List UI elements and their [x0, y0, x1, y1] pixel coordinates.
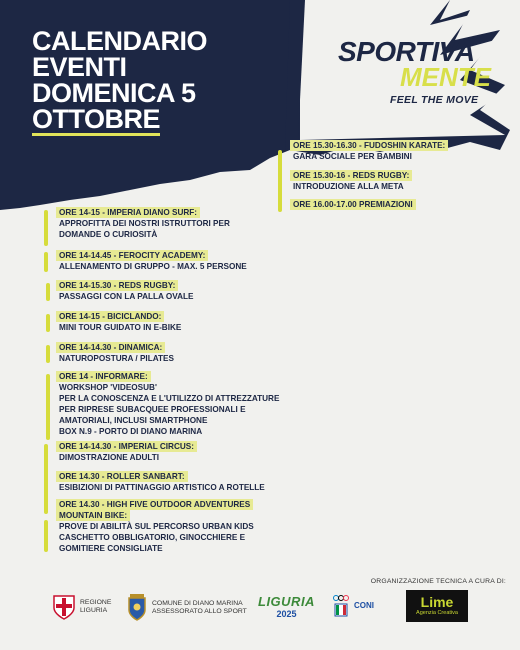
- accent-bar: [46, 345, 50, 363]
- event-time-title: ORE 15.30-16 - REDS RUGBY:: [290, 170, 412, 181]
- accent-bar: [44, 444, 48, 514]
- event-description-line: PROVE DI ABILITÀ SUL PERCORSO URBAN KIDS: [59, 522, 254, 531]
- accent-bar: [46, 283, 50, 301]
- event-description-line: WORKSHOP 'VIDEOSUB': [59, 383, 157, 392]
- event-time-title: ORE 14.30 - HIGH FIVE OUTDOOR ADVENTURES: [56, 499, 253, 510]
- event-block: [56, 499, 254, 554]
- lime-agency-logo: [406, 590, 468, 622]
- coni-rings-icon: [332, 594, 350, 618]
- event-time-title-continued: MOUNTAIN BIKE:: [56, 510, 130, 521]
- event-description-line: ALLENAMENTO DI GRUPPO - MAX. 5 PERSONE: [59, 262, 247, 271]
- comune-diano-marina-logo: [126, 594, 247, 622]
- accent-bar: [44, 520, 48, 552]
- lime-sub-label: Agenzia Creativa: [416, 610, 458, 616]
- regione-liguria-logo: [52, 594, 111, 620]
- accent-bar: [46, 314, 50, 332]
- logo-word-sportiva: SPORTIVA: [338, 36, 475, 67]
- comune-line-2: ASSESSORATO ALLO SPORT: [152, 608, 247, 615]
- organizer-label: ORGANIZZAZIONE TECNICA A CURA DI:: [370, 578, 506, 585]
- event-block: [290, 199, 416, 210]
- title-line-1: CALENDARIO: [32, 26, 207, 56]
- event-block: [290, 170, 412, 192]
- event-block: [56, 471, 265, 493]
- accent-bar: [278, 150, 282, 212]
- event-time-title: ORE 14-14.30 - DINAMICA:: [56, 342, 165, 353]
- event-block: [290, 140, 448, 162]
- event-description-line: INTRODUZIONE ALLA META: [293, 182, 404, 191]
- accent-bar: [44, 252, 48, 272]
- accent-bar: [46, 374, 50, 440]
- regione-line-2: LIGURIA: [80, 607, 108, 614]
- liguria-year: 2025: [276, 609, 297, 619]
- comune-line-1: COMUNE DI DIANO MARINA: [152, 600, 243, 607]
- event-block: [56, 371, 279, 437]
- lime-label: Lime: [420, 594, 454, 610]
- event-time-title: ORE 14-14.30 - IMPERIAL CIRCUS:: [56, 441, 197, 452]
- title-line-4: OTTOBRE: [32, 104, 161, 134]
- comune-crest-icon: [126, 594, 148, 622]
- event-description-line: AMATORIALI, INCLUSI SMARTPHONE: [59, 416, 208, 425]
- event-block: [56, 311, 181, 333]
- coni-logo: [332, 594, 374, 618]
- event-block: [56, 207, 230, 240]
- event-description-line: CASCHETTO OBBLIGATORIO, GINOCCHIERE E: [59, 533, 246, 542]
- event-block: [56, 342, 174, 364]
- event-time-title: ORE 14-14.45 - FEROCITY ACADEMY:: [56, 250, 208, 261]
- event-description-line: GOMITIERE CONSIGLIATE: [59, 544, 163, 553]
- logo-tagline: FEEL THE MOVE: [390, 94, 479, 106]
- title-line-2: EVENTI: [32, 52, 127, 82]
- logo-word-mente: MENTE: [400, 62, 491, 92]
- event-description-line: DIMOSTRAZIONE ADULTI: [59, 453, 160, 462]
- event-block: [56, 280, 194, 302]
- title-line-3: DOMENICA 5: [32, 78, 196, 108]
- event-description-line: GARA SOCIALE PER BAMBINI: [293, 152, 412, 161]
- liguria-label: LIGURIA: [258, 594, 315, 609]
- event-time-title: ORE 14.30 - ROLLER SANBART:: [56, 471, 188, 482]
- event-description-line: DOMANDE O CURIOSITÀ: [59, 230, 158, 239]
- event-description-line: MINI TOUR GUIDATO IN E-BIKE: [59, 323, 182, 332]
- regione-line-1: REGIONE: [80, 599, 112, 606]
- accent-bar: [44, 210, 48, 246]
- event-time-title: ORE 14-15 - BICICLANDO:: [56, 311, 164, 322]
- liguria-2025-logo: [258, 594, 315, 619]
- sportivamente-logo: [338, 36, 498, 116]
- event-description-line: PER RIPRESE SUBACQUEE PROFESSIONALI E: [59, 405, 246, 414]
- event-description-line: ESIBIZIONI DI PATTINAGGIO ARTISTICO A ROTELLE: [59, 483, 265, 492]
- event-time-title: ORE 14 - INFORMARE:: [56, 371, 151, 382]
- poster-title: [32, 28, 207, 136]
- event-block: [56, 250, 247, 272]
- event-description-line: NATUROPOSTURA / PILATES: [59, 354, 174, 363]
- event-time-title: ORE 15.30-16.30 - FUDOSHIN KARATE:: [290, 140, 448, 151]
- event-block: [56, 441, 197, 463]
- event-time-title: ORE 14-15.30 - REDS RUGBY:: [56, 280, 178, 291]
- event-description-line: PER LA CONOSCENZA E L'UTILIZZO DI ATTREZZATURE: [59, 394, 280, 403]
- coni-label: CONI: [354, 601, 374, 610]
- event-time-title: ORE 14-15 - IMPERIA DIANO SURF:: [56, 207, 200, 218]
- event-description-line: PASSAGGI CON LA PALLA OVALE: [59, 292, 194, 301]
- event-description-line: BOX N.9 - PORTO DI DIANO MARINA: [59, 427, 203, 436]
- event-description-line: APPROFITTA DEI NOSTRI ISTRUTTORI PER: [59, 219, 230, 228]
- event-time-title: ORE 16.00-17.00 PREMIAZIONI: [290, 199, 416, 210]
- regione-shield-icon: [52, 594, 76, 620]
